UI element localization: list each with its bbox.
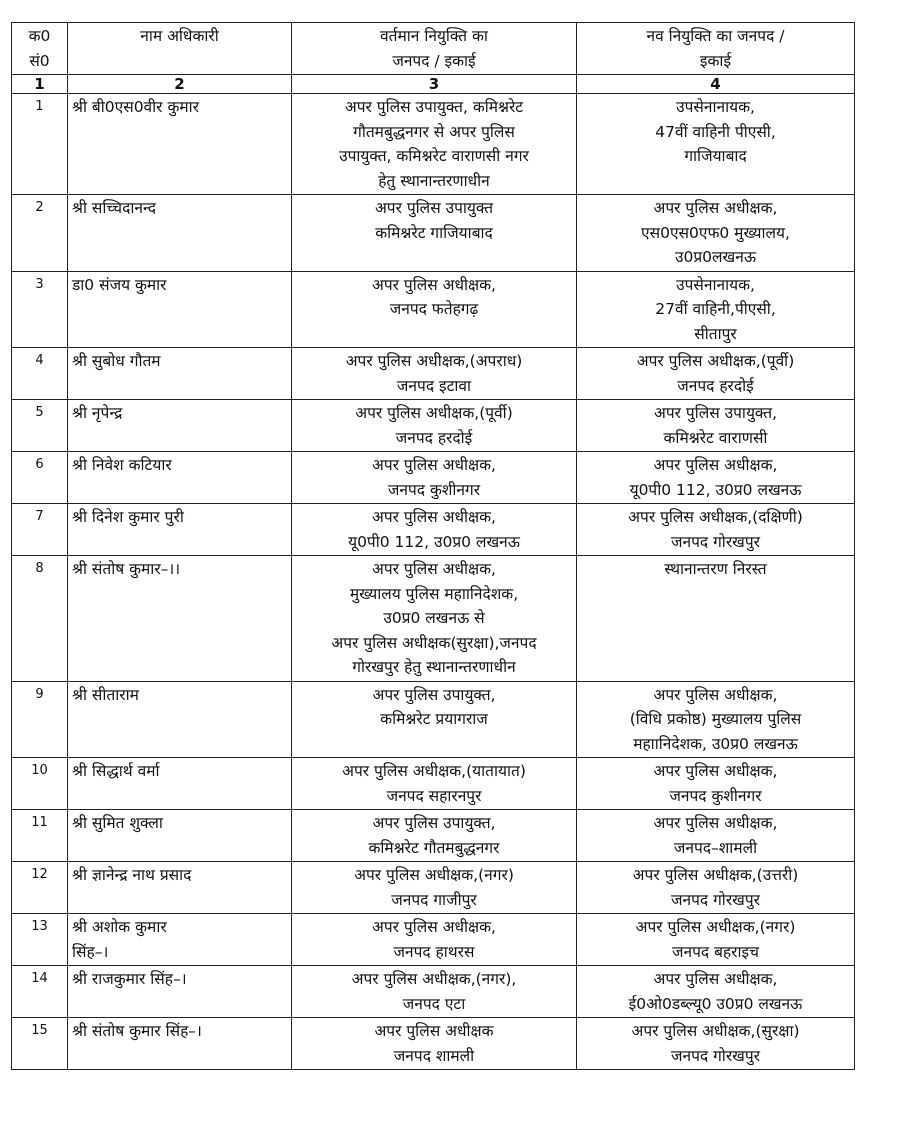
officer-name-cell (68, 1018, 292, 1070)
current-posting-line: मुख्यालय पुलिस महाानिदेशक, (349, 584, 519, 603)
table-row (12, 195, 855, 272)
current-posting-line: जनपद एटा (402, 994, 466, 1013)
current-posting-cell (292, 400, 577, 452)
serial-number: 11 (31, 815, 48, 830)
new-posting-cell (577, 271, 855, 348)
new-posting-cell (577, 195, 855, 272)
new-posting-line: अपर पुलिस अधीक्षक, (653, 456, 778, 474)
current-posting-line: जनपद हाथरस (393, 942, 475, 961)
new-posting-line: अपर पुलिस अधीक्षक,(उत्तरी) (632, 866, 799, 884)
serial-number: 3 (35, 276, 44, 292)
table-row (12, 94, 855, 195)
current-posting-cell (292, 758, 577, 810)
officer-name-cell (68, 758, 292, 810)
current-posting-line: कमिश्नरेट गाजियाबाद (375, 223, 493, 242)
current-posting-line: अपर पुलिस अधीक्षक,(पूर्वी) (355, 404, 513, 422)
new-posting-line: जनपद बहराइच (672, 942, 759, 961)
column-number-row (12, 75, 855, 94)
current-posting-line: उपायुक्त, कमिश्नरेट वाराणसी नगर (339, 147, 529, 165)
new-posting-line: अपर पुलिस अधीक्षक, (653, 199, 778, 217)
table-row (12, 914, 855, 966)
serial-number: 2 (35, 200, 44, 215)
serial-number-cell (12, 504, 68, 556)
new-posting-line: अपर पुलिस अधीक्षक,(पूर्वी) (636, 352, 795, 370)
serial-number: 1 (35, 99, 44, 114)
table-row (12, 1018, 855, 1070)
current-posting-line: जनपद गाजीपुर (391, 890, 477, 909)
officer-name-cell (68, 681, 292, 758)
serial-number-cell (12, 94, 68, 195)
column-number: 3 (292, 75, 577, 94)
current-posting-cell (292, 914, 577, 966)
officer-name-cell (68, 94, 292, 195)
new-posting-line: अपर पुलिस अधीक्षक,(नगर) (635, 918, 796, 936)
current-posting-cell (292, 195, 577, 272)
current-posting-line: कमिश्नरेट गौतमबुद्धनगर (368, 838, 500, 857)
officer-name-line: श्री दिनेश कुमार पुरी (72, 508, 184, 526)
officer-name-line: श्री सुमित शुक्ला (72, 814, 163, 832)
new-posting-line: एस0एस0एफ0 मुख्यालय, (641, 223, 790, 242)
current-posting-line: जनपद शामली (393, 1046, 475, 1065)
current-posting-line: गोरखपुर हेतु स्थानान्तरणाधीन (352, 658, 516, 676)
table-row (12, 862, 855, 914)
current-posting-line: अपर पुलिस अधीक्षक, (372, 918, 496, 936)
table-row (12, 271, 855, 348)
header-new-posting: नव नियुक्ति का जनपद / इकाई (577, 23, 855, 75)
new-posting-line: जनपद कुशीनगर (669, 786, 762, 805)
current-posting-line: अपर पुलिस अधीक्षक, (372, 508, 496, 526)
current-posting-cell (292, 556, 577, 682)
current-posting-line: अपर पुलिस अधीक्षक(सुरक्षा),जनपद (331, 633, 537, 652)
new-posting-line: कमिश्नरेट वाराणसी (663, 428, 768, 447)
officer-name-cell (68, 966, 292, 1018)
current-posting-line: कमिश्नरेट प्रयागराज (380, 710, 488, 728)
officer-name-line: श्री सिद्धार्थ वर्मा (72, 762, 160, 780)
serial-number-cell (12, 195, 68, 272)
officer-name-line: सिंह–। (72, 942, 109, 961)
current-posting-cell (292, 1018, 577, 1070)
new-posting-line: अपर पुलिस अधीक्षक,(सुरक्षा) (631, 1022, 800, 1040)
current-posting-cell (292, 681, 577, 758)
current-posting-line: अपर पुलिस अधीक्षक, (372, 275, 496, 294)
officer-name-line: श्री निवेश कटियार (72, 456, 172, 474)
officer-name-cell (68, 556, 292, 682)
serial-number-cell (12, 271, 68, 348)
serial-number-cell (12, 400, 68, 452)
current-posting-line: गौतमबुद्धनगर से अपर पुलिस (353, 122, 515, 141)
officer-name-line: श्री सीताराम (72, 685, 139, 704)
serial-number: 5 (35, 405, 44, 420)
serial-number-cell (12, 1018, 68, 1070)
current-posting-line: अपर पुलिस अधीक्षक,(नगर), (351, 970, 517, 988)
new-posting-cell (577, 681, 855, 758)
new-posting-line: अपर पुलिस अधीक्षक, (653, 762, 778, 780)
new-posting-line: अपर पुलिस अधीक्षक, (653, 970, 778, 988)
column-number: 2 (68, 75, 292, 94)
serial-number: 8 (35, 561, 44, 576)
new-posting-cell (577, 504, 855, 556)
officer-name-line: श्री ज्ञानेन्द्र नाथ प्रसाद (72, 866, 192, 884)
serial-number: 14 (31, 971, 48, 986)
officer-name-line: श्री राजकुमार सिंह–। (72, 970, 187, 988)
officer-name-cell (68, 348, 292, 400)
current-posting-line: जनपद सहारनपुर (386, 786, 482, 805)
transfer-table (11, 22, 855, 1070)
officer-name-line: श्री सुबोध गौतम (72, 352, 161, 370)
current-posting-line: अपर पुलिस उपायुक्त, (372, 685, 496, 704)
officer-name-cell (68, 810, 292, 862)
table-row (12, 810, 855, 862)
current-posting-line: अपर पुलिस अधीक्षक,(अपराध) (345, 352, 523, 370)
officer-name-cell (68, 452, 292, 504)
officer-name-line: श्री अशोक कुमार (72, 918, 167, 936)
officer-name-cell (68, 504, 292, 556)
serial-number: 4 (35, 353, 44, 368)
officer-name-line: श्री संतोष कुमार सिंह–। (72, 1022, 202, 1040)
officer-name-cell (68, 400, 292, 452)
new-posting-cell (577, 348, 855, 400)
current-posting-line: अपर पुलिस उपायुक्त, कमिश्नरेट (344, 98, 524, 116)
new-posting-cell (577, 452, 855, 504)
new-posting-cell (577, 914, 855, 966)
new-posting-line: महाानिदेशक, उ0प्र0 लखनऊ (633, 734, 798, 753)
current-posting-line: अपर पुलिस उपायुक्त (374, 199, 494, 217)
serial-number-cell (12, 966, 68, 1018)
new-posting-line: जनपद गोरखपुर (671, 890, 760, 909)
officer-name-line: श्री बी0एस0वीर कुमार (72, 98, 199, 116)
new-posting-line: अपर पुलिस अधीक्षक, (653, 685, 778, 704)
new-posting-cell (577, 94, 855, 195)
new-posting-line: उ0प्र0लखनऊ (675, 248, 756, 266)
new-posting-cell (577, 1018, 855, 1070)
new-posting-line: जनपद–शामली (673, 838, 758, 857)
new-posting-cell (577, 758, 855, 810)
new-posting-line: जनपद गोरखपुर (671, 1046, 760, 1065)
serial-number: 13 (31, 919, 48, 934)
officer-name-line: श्री नृपेन्द्र (72, 404, 123, 422)
current-posting-line: अपर पुलिस अधीक्षक,(नगर) (354, 866, 514, 884)
current-posting-cell (292, 94, 577, 195)
officer-name-cell (68, 195, 292, 272)
table-row (12, 400, 855, 452)
current-posting-cell (292, 862, 577, 914)
current-posting-cell (292, 271, 577, 348)
new-posting-line: स्थानान्तरण निरस्त (664, 560, 767, 578)
current-posting-line: यू0पी0 112, उ0प्र0 लखनऊ (348, 532, 520, 551)
current-posting-cell (292, 348, 577, 400)
current-posting-cell (292, 966, 577, 1018)
serial-number-cell (12, 681, 68, 758)
table-header (12, 23, 855, 94)
serial-number-cell (12, 556, 68, 682)
serial-number-cell (12, 914, 68, 966)
current-posting-cell (292, 504, 577, 556)
officer-name-cell (68, 862, 292, 914)
column-number: 4 (577, 75, 855, 94)
new-posting-line: यू0पी0 112, उ0प्र0 लखनऊ (629, 480, 802, 499)
new-posting-line: (विधि प्रकोष्ठ) मुख्यालय पुलिस (629, 710, 802, 728)
table-row (12, 452, 855, 504)
new-posting-cell (577, 966, 855, 1018)
serial-number: 9 (35, 686, 44, 702)
current-posting-line: अपर पुलिस अधीक्षक, (372, 456, 496, 474)
column-number: 1 (12, 75, 68, 94)
table-row (12, 504, 855, 556)
serial-number-cell (12, 810, 68, 862)
current-posting-line: हेतु स्थानान्तरणाधीन (378, 171, 490, 190)
header-row (12, 23, 855, 75)
new-posting-line: सीतापुर (694, 324, 737, 343)
current-posting-line: अपर पुलिस अधीक्षक,(यातायात) (342, 762, 526, 780)
officer-name-cell (68, 271, 292, 348)
current-posting-line: उ0प्र0 लखनऊ से (383, 609, 485, 627)
new-posting-line: अपर पुलिस अधीक्षक, (653, 814, 778, 832)
serial-number: 10 (31, 763, 48, 778)
serial-number-cell (12, 862, 68, 914)
table-row (12, 681, 855, 758)
new-posting-line: ई0ओ0डब्ल्यू0 उ0प्र0 लखनऊ (628, 994, 803, 1013)
serial-number-cell (12, 758, 68, 810)
current-posting-line: जनपद फतेहगढ़ (389, 300, 479, 318)
new-posting-cell (577, 400, 855, 452)
new-posting-line: उपसेनानायक, (676, 98, 755, 116)
current-posting-cell (292, 452, 577, 504)
new-posting-line: जनपद गोरखपुर (671, 532, 760, 551)
current-posting-line: जनपद इटावा (396, 376, 472, 395)
serial-number: 7 (35, 509, 44, 524)
new-posting-cell (577, 556, 855, 682)
current-posting-line: जनपद हरदोई (395, 428, 473, 447)
table-row (12, 758, 855, 810)
new-posting-line: गाजियाबाद (684, 147, 747, 165)
new-posting-cell (577, 810, 855, 862)
serial-number: 6 (35, 457, 44, 472)
new-posting-line: 47वीं वाहिनी पीएसी, (655, 122, 776, 141)
new-posting-line: अपर पुलिस उपायुक्त, (653, 404, 778, 422)
header-serial-number: क0 सं0 (12, 23, 68, 75)
current-posting-cell (292, 810, 577, 862)
header-officer-name: नाम अधिकारी (68, 23, 292, 75)
serial-number-cell (12, 348, 68, 400)
new-posting-line: 27वीं वाहिनी,पीएसी, (655, 300, 776, 318)
current-posting-line: जनपद कुशीनगर (387, 480, 481, 499)
new-posting-line: जनपद हरदोई (677, 376, 754, 395)
serial-number-cell (12, 452, 68, 504)
officer-name-cell (68, 914, 292, 966)
new-posting-line: उपसेनानायक, (676, 275, 755, 294)
table-row (12, 348, 855, 400)
new-posting-cell (577, 862, 855, 914)
officer-name-line: डा0 संजय कुमार (72, 275, 167, 294)
serial-number: 12 (31, 867, 48, 882)
officer-name-line: श्री संतोष कुमार–।। (72, 560, 181, 578)
header-current-posting: वर्तमान नियुक्ति का जनपद / इकाई (292, 23, 577, 75)
table-row (12, 966, 855, 1018)
current-posting-line: अपर पुलिस अधीक्षक (374, 1022, 494, 1040)
officer-name-line: श्री सच्चिदानन्द (72, 199, 156, 217)
new-posting-line: अपर पुलिस अधीक्षक,(दक्षिणी) (628, 508, 803, 526)
current-posting-line: अपर पुलिस उपायुक्त, (372, 814, 496, 832)
serial-number: 15 (31, 1023, 48, 1038)
table-body (12, 94, 855, 1070)
current-posting-line: अपर पुलिस अधीक्षक, (372, 560, 496, 578)
table-row (12, 556, 855, 682)
